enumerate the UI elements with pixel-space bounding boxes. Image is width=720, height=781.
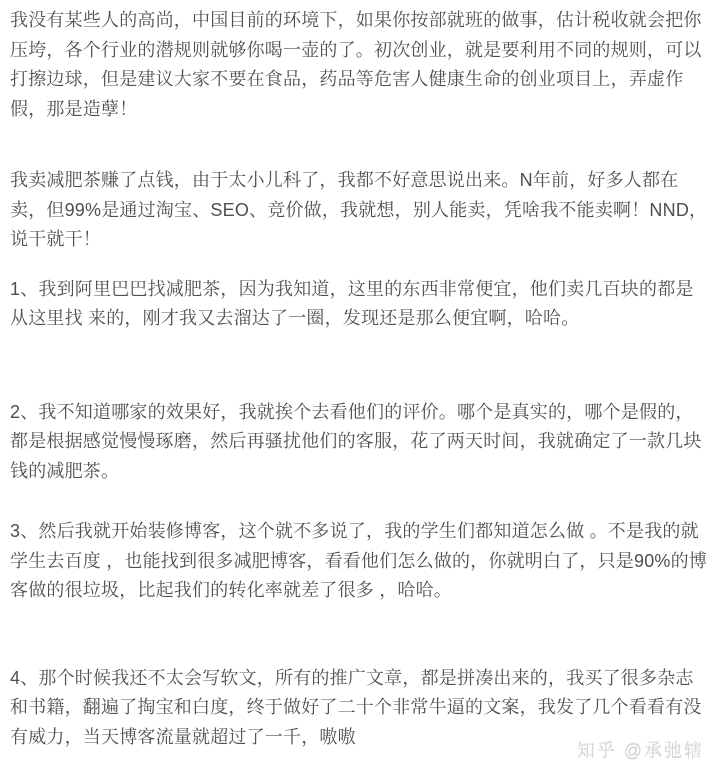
paragraph-step-1: 1、我到阿里巴巴找减肥茶，因为我知道，这里的东西非常便宜，他们卖几百块的都是从这里找 来的，刚才我又去溜达了一圈，发现还是那么便宜啊，哈哈。 [10,278,694,328]
paragraph-intro: 我没有某些人的高尚，中国目前的环境下，如果你按部就班的做事，估计税收就会把你压垮，各个行业的潜规则就够你喝一壶的了。初次创业，就是要利用不同的规则，可以打擦边球，但是建议大家不要在食品，药品等危害人健康生命的创业项目上，弄虚作假，那是造孽！ [10,10,702,119]
zhihu-watermark: 知乎 @承弛辖 [576,741,704,761]
paragraph-story: 我卖减肥茶赚了点钱，由于太小儿科了，我都不好意思说出来。N年前，好多人都在卖，但99%是通过淘宝、SEO、竞价做，我就想，别人能卖，凭啥我不能卖啊！NND，说干就干！ [10,170,708,249]
paragraph-step-2: 2、我不知道哪家的效果好，我就挨个去看他们的评价。哪个是真实的，哪个是假的，都是根据感觉慢慢琢磨，然后再骚扰他们的客服，花了两天时间，我就确定了一款几块钱的减肥茶。 [10,401,702,481]
paragraph-step-4: 4、那个时候我还不太会写软文，所有的推广文章，都是拼凑出来的，我买了很多杂志和书籍，翻遍了掏宝和白度，终于做好了二十个非常牛逼的文案，我发了几个看看有没有威力，当天博客流量就超过了一千，嗷嗷 [10,667,702,747]
paragraph-step-3: 3、然后我就开始装修博客，这个就不多说了，我的学生们都知道怎么做 。不是我的就学生去百度 ，也能找到很多减肥博客，看看他们怎么做的，你就明白了，只是90%的博客做的很垃圾，比起我们的转化率就差了很多 ，哈哈。 [10,521,708,600]
